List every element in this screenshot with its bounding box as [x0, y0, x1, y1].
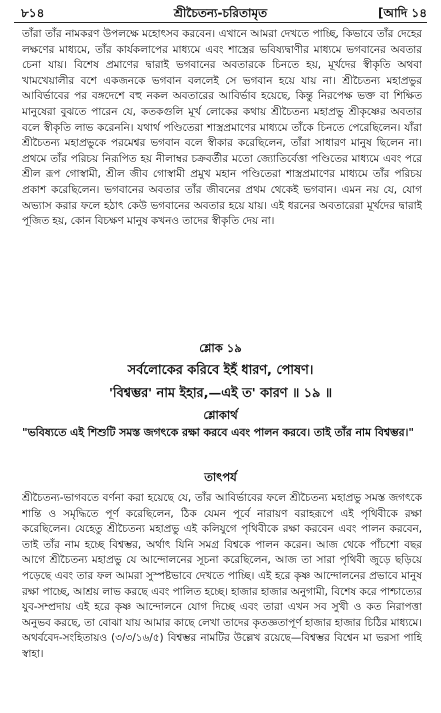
- page-header: [0, 0, 441, 24]
- page-number: ৮১৪: [21, 6, 45, 20]
- header-rule: [14, 22, 427, 23]
- verse-line-1: সর্বলোকের করিবে ইহঁ ধারণ, পোষণ।: [127, 363, 314, 378]
- chapter-reference: [আদি ১৪: [378, 6, 427, 20]
- verse-line-2: 'বিশ্বম্ভর' নাম ইহার,—এই ত' কারণ ॥ ১৯ ॥: [109, 386, 332, 401]
- running-title: শ্রীচৈতন্য-চরিতামৃত: [173, 6, 268, 20]
- purport-heading: তাৎপর্য: [204, 470, 237, 484]
- translation-heading: শ্লোকার্থ: [203, 408, 238, 422]
- verse-heading: শ্লোক ১৯: [199, 341, 242, 355]
- purport-text: শ্রীচৈতন্য-ভাগবতে বর্ণনা করা হয়েছে যে, তাঁর আবির্ভাবের ফলে শ্রীচৈতন্য মহাপ্রভু সমস্ত জগৎকে শান্তি ও সমৃদ্ধিতে পূর্ণ করেছিলেন, ঠিক যেমন পূর্বে নারায়ণ বরাহরূপে এই পৃথিবীকে রক্ষা করেছিলেন। যেহেতু শ্রীচৈতন্য মহাপ্রভু এই কলিযুগে পৃথিবীকে রক্ষা করবেন এবং পালন করবেন, তাই তাঁর নাম হচ্ছে বিশ্বম্ভর, অর্থাৎ যিনি সমগ্র বিশ্বকে পালন করেন। আজ থেকে পাঁচশো বছর আগে শ্রীচৈতন্য মহাপ্রভু যে আন্দোলনের সূচনা করেছিলেন, আজ তা সারা পৃথিবী জুড়ে ছড়িয়ে পড়েছে এবং তার ফল আমরা সুস্পষ্টভাবে দেখতে পাচ্ছি। এই হরে কৃষ্ণ আন্দোলনের প্রভাবে মানুষ রক্ষা পাচ্ছে, আশ্রয় লাভ করছে এবং পালিত হচ্ছে। হাজার হাজার অনুগামী, বিশেষ করে পাশ্চাত্যের যুব-সম্প্রদায় এই হরে কৃষ্ণ আন্দোলনে যোগ দিচ্ছে এবং তারা এখন সব সুখী ও কত নিরাপত্তা অনুভব করছে, তা বোঝা যায় আমার কাছে লেখা তাদের কৃতজ্ঞতাপূর্ণ হাজার হাজার চিঠির মাধ্যমে। অথর্ববেদ-সংহিতায়ও (৩/৩/১৬/৫) বিশ্বম্ভর নামটির উল্লেখ রয়েছে—বিশ্বম্ভর বিশ্বেন মা ভরসা পাহি স্বাহা।: [22, 492, 422, 660]
- translation-text: "ভবিষ্যতে এই শিশুটি সমস্ত জগৎকে রক্ষা করবে এবং পালন করবে। তাই তাঁর নাম বিশ্বম্ভর।": [22, 426, 415, 439]
- body-paragraph: তাঁরা তাঁর নামকরণ উপলক্ষে মহোৎসব করবেন। এখানে আমরা দেখতে পাচ্ছি, কিভাবে তাঁর দেহের লক্ষণের মাধ্যমে, তাঁর কার্যকলাপের মাধ্যমে এবং শাস্ত্রের ভবিষ্যদ্বাণীর মাধ্যমে ভগবানের অবতার চেনা যায়। বিশেষ প্রমাণের দ্বারাই ভগবানের অবতারকে চিনতে হয়, মূর্খদের স্বীকৃতি অথবা খামখেয়ালীর বশে একজনকে ভগবান বললেই সে ভগবান হয়ে যায় না। শ্রীচৈতন্য মহাপ্রভুর আবির্ভাবের পর বঙ্গদেশে বহু নকল অবতারের আবির্ভাব হয়েছে, কিন্তু নিরপেক্ষ ভক্ত বা শিক্ষিত মানুষেরা বুঝতে পারেন যে, কতকগুলি মূর্খ লোকের কথায় শ্রীচৈতন্য মহাপ্রভু শ্রীকৃষ্ণের অবতার বলে স্বীকৃতি লাভ করেননি। যথার্থ পণ্ডিতেরা শাস্ত্রপ্রমাণের মাধ্যমে তাঁকে চিনতে পেরেছিলেন। যাঁরা শ্রীচৈতন্য মহাপ্রভুকে পরমেশ্বর ভগবান বলে স্বীকার করেছিলেন, তাঁরা সাধারণ মানুষ ছিলেন না। প্রথমে তাঁর পরিচয় নিরূপিত হয় নীলাম্বর চক্রবর্তীর মতো জ্যোতির্বেত্তা পণ্ডিতের মাধ্যমে এবং পরে শ্রীল রূপ গোস্বামী, শ্রীল জীব গোস্বামী প্রমুখ মহান পণ্ডিতেরা শাস্ত্রপ্রমাণের মাধ্যমে তাঁর পরিচয় প্রকাশ করেছিলেন। ভগবানের অবতার তাঁর জীবনের প্রথম থেকেই ভগবান। এমন নয় যে, যোগ অভ্যাস করার ফলে হঠাৎ কেউ ভগবানের অবতার হয়ে যায়। এই ধরনের অবতারেরা মূর্খদের দ্বারাই পূজিত হয়, কোন বিচক্ষণ মানুষ কখনও তাদের স্বীকৃতি দেয় না।: [22, 28, 422, 228]
